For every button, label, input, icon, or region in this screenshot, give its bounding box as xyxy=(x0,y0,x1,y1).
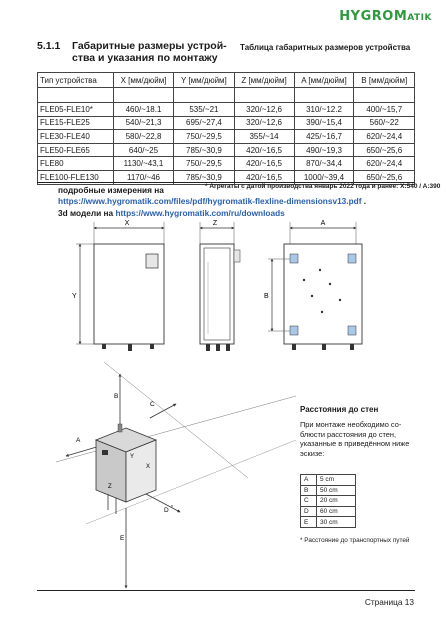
iso-label-d-star: * xyxy=(171,505,173,511)
iso-label-y: Y xyxy=(130,454,135,460)
label-x: X xyxy=(124,220,130,227)
table-header-cell: Y [мм/дюйм] xyxy=(174,73,234,88)
table-row xyxy=(301,485,356,496)
table-cell: 490/~19,3 xyxy=(294,143,354,157)
table-cell: FLE15-FLE25 xyxy=(38,116,114,130)
distance-value: 5 cm xyxy=(317,475,356,486)
table-cell: 320/~12,6 xyxy=(234,103,294,117)
table-cell: 400/~15,7 xyxy=(354,103,415,117)
table-cell: FLE80 xyxy=(38,157,114,171)
table-row xyxy=(301,506,356,517)
table-cell: 460/~18.1 xyxy=(113,103,174,117)
table-header-cell: A [мм/дюйм] xyxy=(294,73,354,88)
distance-key: A xyxy=(301,475,317,486)
table-cell: 540/~21,3 xyxy=(113,116,174,130)
table-header-cell: Z [мм/дюйм] xyxy=(234,73,294,88)
iso-label-d: D xyxy=(164,507,169,514)
front-view-drawing xyxy=(72,220,164,351)
table-cell: 750/~29,5 xyxy=(174,130,234,144)
table-footnote: * Агрегаты с датой производства январь 2022 года и ранее: X:540 / A:390 xyxy=(205,183,441,190)
section-number: 5.1.1 xyxy=(37,40,61,52)
isometric-clearance-drawing xyxy=(56,362,296,588)
table-header-cell: B [мм/дюйм] xyxy=(354,73,415,88)
info-line-1: подробные измерения на xyxy=(58,185,164,195)
distance-key: D xyxy=(301,506,317,517)
table-header-cell: X [мм/дюйм] xyxy=(113,73,174,88)
distance-key: E xyxy=(301,517,317,528)
table-cell: 560/~22 xyxy=(354,116,415,130)
table-cell: 355/~14 xyxy=(234,130,294,144)
table-caption: Таблица габаритных размеров устройства xyxy=(240,43,411,52)
dimensions-pdf-link[interactable]: https://www.hygromatik.com/files/pdf/hygromatik-flexline-dimensionsv13.pdf xyxy=(58,196,362,207)
iso-label-a: A xyxy=(76,437,81,444)
table-cell: 420/~16,5 xyxy=(234,157,294,171)
table-cell: 420/~16,5 xyxy=(234,170,294,184)
label-a: A xyxy=(320,220,326,227)
table-cell: 1000/~39,4 xyxy=(294,170,354,184)
iso-label-b: B xyxy=(114,393,119,400)
distance-key: C xyxy=(301,496,317,507)
wall-distances-footnote: * Расстояние до транспортных путей xyxy=(300,537,410,544)
side-view-drawing xyxy=(200,220,240,351)
table-row xyxy=(301,517,356,528)
label-y: Y xyxy=(72,293,77,300)
distance-value: 30 cm xyxy=(317,517,356,528)
table-cell: 785/~30,9 xyxy=(174,170,234,184)
table-cell: FLE05-FLE10* xyxy=(38,103,114,117)
section-title: Габаритные размеры устрой-ства и указания по монтажу xyxy=(72,40,227,64)
table-cell: 420/~16,5 xyxy=(234,143,294,157)
iso-label-x: X xyxy=(146,464,151,470)
table-cell: FLE100-FLE130 xyxy=(38,170,114,184)
back-view-drawing xyxy=(264,220,362,350)
table-cell: 640/~25 xyxy=(113,143,174,157)
table-cell: 425/~16,7 xyxy=(294,130,354,144)
iso-label-e: E xyxy=(120,535,125,542)
table-cell: 620/~24,4 xyxy=(354,157,415,171)
table-row xyxy=(301,475,356,486)
table-cell: 650/~25,6 xyxy=(354,143,415,157)
label-z: Z xyxy=(212,220,218,227)
hygromatik-logo: HYGROMATIK xyxy=(339,9,432,24)
wall-distances-table xyxy=(300,474,356,528)
distance-value: 20 cm xyxy=(317,496,356,507)
distance-key: B xyxy=(301,485,317,496)
table-cell: 695/~27,4 xyxy=(174,116,234,130)
iso-label-c: C xyxy=(150,401,155,408)
table-cell: 620/~24,4 xyxy=(354,130,415,144)
info-3d-label: 3d модели на xyxy=(58,207,116,218)
table-row xyxy=(301,496,356,507)
table-cell: FLE50-FLE65 xyxy=(38,143,114,157)
wall-distances-title: Расстояния до стен xyxy=(300,405,379,414)
downloads-link[interactable]: https://www.hygromatik.com/ru/downloads xyxy=(115,207,285,218)
label-b: B xyxy=(264,293,269,300)
distance-value: 60 cm xyxy=(317,506,356,517)
table-cell: 785/~30,9 xyxy=(174,143,234,157)
footer-divider xyxy=(37,590,415,591)
page-number: Страница 13 xyxy=(364,597,414,607)
wall-distances-description: При монтаже необходимо со-блюсти расстояния до стен, указанные в приведённом ниже эскизе: xyxy=(300,420,410,458)
iso-label-z: Z xyxy=(108,484,112,490)
table-cell: 580/~22,8 xyxy=(113,130,174,144)
table-cell: 1130/~43,1 xyxy=(113,157,174,171)
table-header-cell: Тип устройства xyxy=(38,73,114,88)
distance-value: 50 cm xyxy=(317,485,356,496)
table-cell: 320/~12,6 xyxy=(234,116,294,130)
info-punct: . xyxy=(361,196,367,207)
table-cell: 310/~12.2 xyxy=(294,103,354,117)
table-cell: 390/~15,4 xyxy=(294,116,354,130)
table-cell: 750/~29,5 xyxy=(174,157,234,171)
table-cell: 650/~25,6 xyxy=(354,170,415,184)
table-cell: 535/~21 xyxy=(174,103,234,117)
table-cell: 1170/~46 xyxy=(113,170,174,184)
table-cell: FLE30-FLE40 xyxy=(38,130,114,144)
table-cell: 870/~34,4 xyxy=(294,157,354,171)
